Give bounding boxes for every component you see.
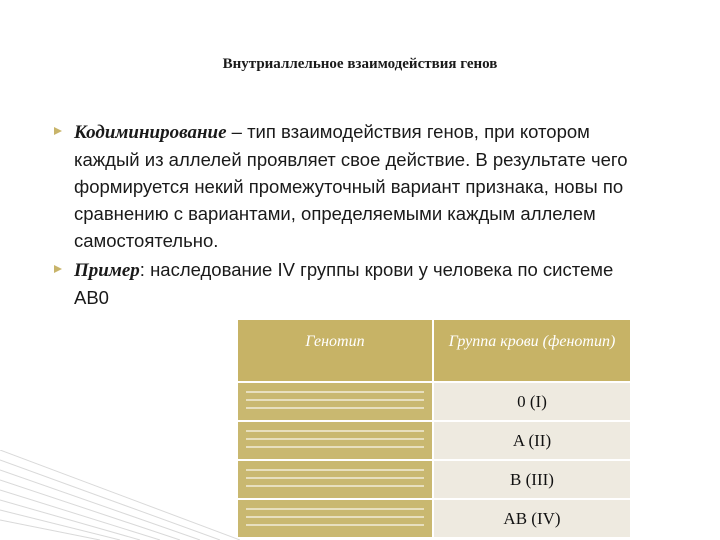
bullet-example	[50, 256, 640, 311]
bullet-term: Пример	[74, 260, 140, 281]
bullet-text: : наследование IV группы крови у человека по системе АВ0	[74, 259, 614, 308]
decorative-stripes	[0, 450, 240, 540]
bullet-term: Кодиминирование	[74, 122, 227, 143]
header-genotype: Генотип	[238, 320, 433, 382]
table-row	[238, 499, 630, 537]
table-row	[238, 421, 630, 460]
bullet-text: – тип взаимодействия генов, при котором каждый из аллелей проявляет свое действие. В результате чего формируется некий промежуточный вариант признака, новы по сравнению с вариантами, определяемыми каждым аллелем самостоятельно.	[74, 121, 628, 251]
blood-group-table	[238, 320, 630, 537]
genotype-image-cell	[238, 499, 433, 537]
genotype-image-cell	[238, 421, 433, 460]
genotype-image-cell	[238, 382, 433, 421]
table-header-row	[238, 320, 630, 382]
phenotype-cell: B (III)	[433, 460, 630, 499]
genotype-image-cell	[238, 460, 433, 499]
bullet-codominance	[50, 118, 640, 254]
bullet-list	[50, 118, 640, 313]
bullet-arrow-icon	[54, 127, 62, 135]
header-phenotype: Группа крови (фенотип)	[433, 320, 630, 382]
phenotype-cell: AB (IV)	[433, 499, 630, 537]
table-row	[238, 460, 630, 499]
phenotype-cell: 0 (I)	[433, 382, 630, 421]
table-row	[238, 382, 630, 421]
bullet-arrow-icon	[54, 265, 62, 273]
slide-title: Внутриаллельное взаимодействия генов	[222, 56, 498, 72]
phenotype-cell: A (II)	[433, 421, 630, 460]
